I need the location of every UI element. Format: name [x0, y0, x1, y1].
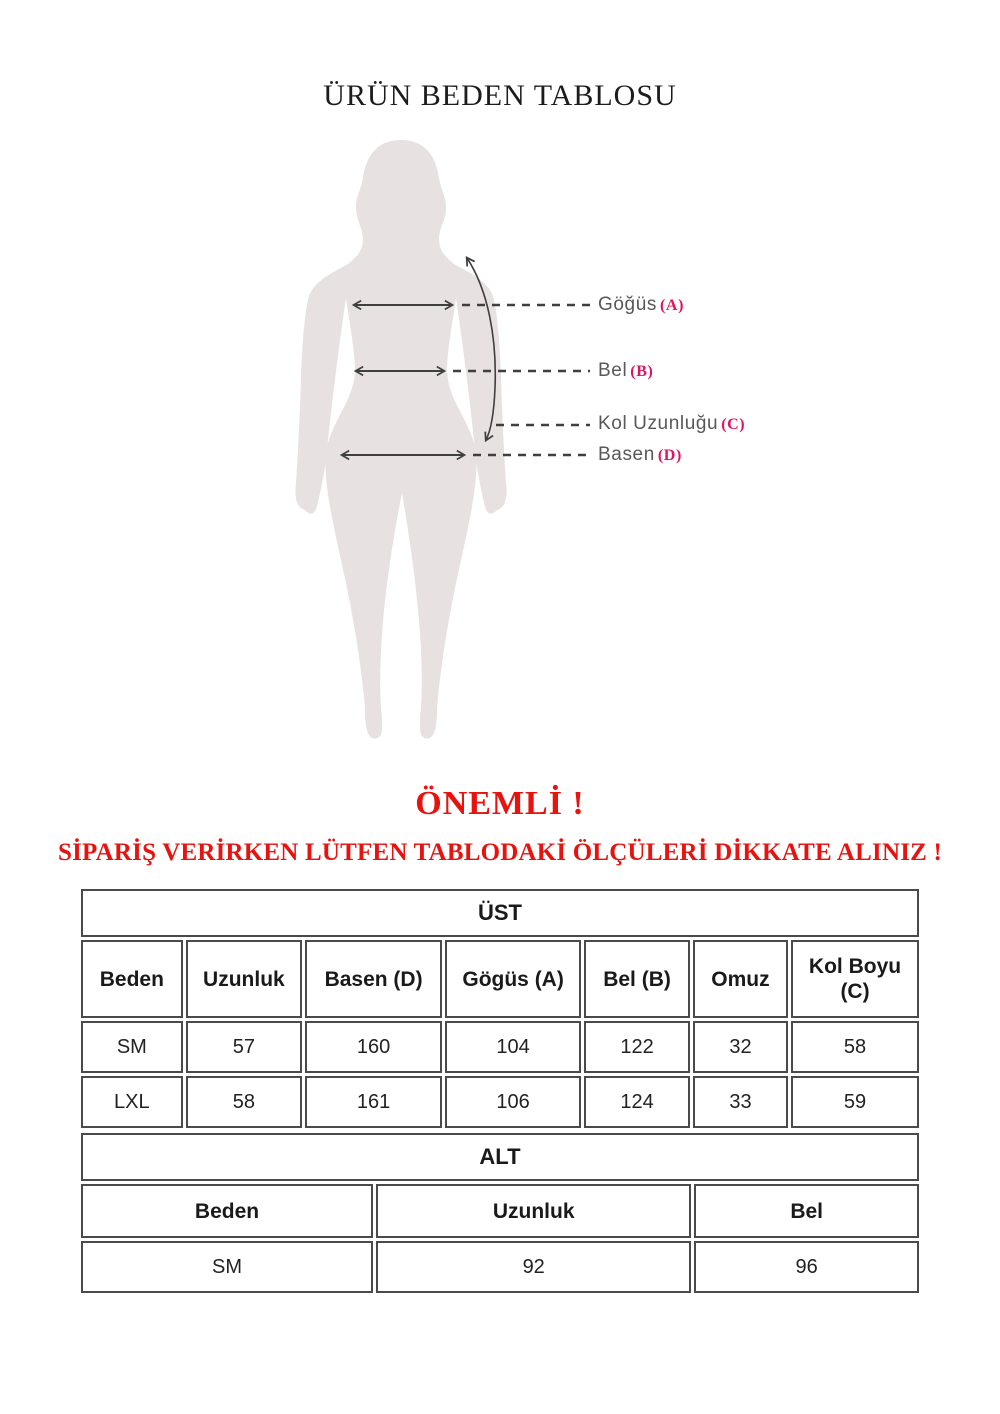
label-chest-text: Göğüs — [598, 294, 657, 315]
ust-row-lxl — [81, 1076, 919, 1128]
size-table-ust — [78, 886, 922, 1131]
cell-value: 96 — [694, 1241, 919, 1293]
col-header-gogus: Gögüs (A) — [445, 940, 581, 1018]
page-title: ÜRÜN BEDEN TABLOSU — [323, 79, 677, 112]
cell-value: 106 — [445, 1076, 581, 1128]
label-hip-code: (D) — [657, 447, 682, 464]
label-waist-text: Bel — [598, 360, 628, 381]
ust-row-sm — [81, 1021, 919, 1073]
label-waist — [598, 360, 653, 383]
cell-value: 122 — [584, 1021, 690, 1073]
label-arm-length-text: Kol Uzunluğu — [598, 413, 719, 434]
label-hip — [598, 444, 682, 467]
ust-section-header: ÜST — [81, 889, 919, 937]
cell-value: 57 — [186, 1021, 302, 1073]
cell-size: SM — [81, 1021, 183, 1073]
body-measurement-figure — [290, 138, 740, 748]
cell-value: 161 — [305, 1076, 442, 1128]
label-hip-text: Basen — [598, 444, 655, 465]
cell-value: 124 — [584, 1076, 690, 1128]
alt-section-row — [81, 1133, 919, 1181]
warning-message: SİPARİŞ VERİRKEN LÜTFEN TABLODAKİ ÖLÇÜLERİ DİKKATE ALINIZ ! — [58, 839, 942, 866]
label-chest — [598, 294, 684, 317]
cell-value: 92 — [376, 1241, 691, 1293]
label-waist-code: (B) — [630, 363, 654, 380]
cell-value: 104 — [445, 1021, 581, 1073]
alt-section-header: ALT — [81, 1133, 919, 1181]
col-header-bel: Bel — [694, 1184, 919, 1238]
cell-value: 58 — [186, 1076, 302, 1128]
col-header-beden: Beden — [81, 1184, 373, 1238]
col-header-uzunluk: Uzunluk — [376, 1184, 691, 1238]
cell-size: SM — [81, 1241, 373, 1293]
col-header-bel: Bel (B) — [584, 940, 690, 1018]
label-chest-code: (A) — [659, 297, 684, 314]
col-header-omuz: Omuz — [693, 940, 788, 1018]
alt-row-sm — [81, 1241, 919, 1293]
cell-value: 160 — [305, 1021, 442, 1073]
size-table-alt — [78, 1130, 922, 1296]
cell-value: 59 — [791, 1076, 919, 1128]
col-header-kol-boyu: Kol Boyu (C) — [791, 940, 919, 1018]
col-header-basen: Basen (D) — [305, 940, 442, 1018]
label-arm-length — [598, 413, 745, 436]
cell-value: 58 — [791, 1021, 919, 1073]
ust-header-row — [81, 940, 919, 1018]
cell-value: 32 — [693, 1021, 788, 1073]
col-header-beden: Beden — [81, 940, 183, 1018]
size-tables — [78, 886, 922, 1296]
ust-section-row — [81, 889, 919, 937]
label-arm-length-code: (C) — [721, 416, 746, 433]
silhouette-diagram — [290, 138, 740, 748]
warning-heading: ÖNEMLİ ! — [415, 785, 585, 822]
female-silhouette — [295, 140, 506, 739]
cell-size: LXL — [81, 1076, 183, 1128]
col-header-uzunluk: Uzunluk — [186, 940, 302, 1018]
cell-value: 33 — [693, 1076, 788, 1128]
alt-header-row — [81, 1184, 919, 1238]
